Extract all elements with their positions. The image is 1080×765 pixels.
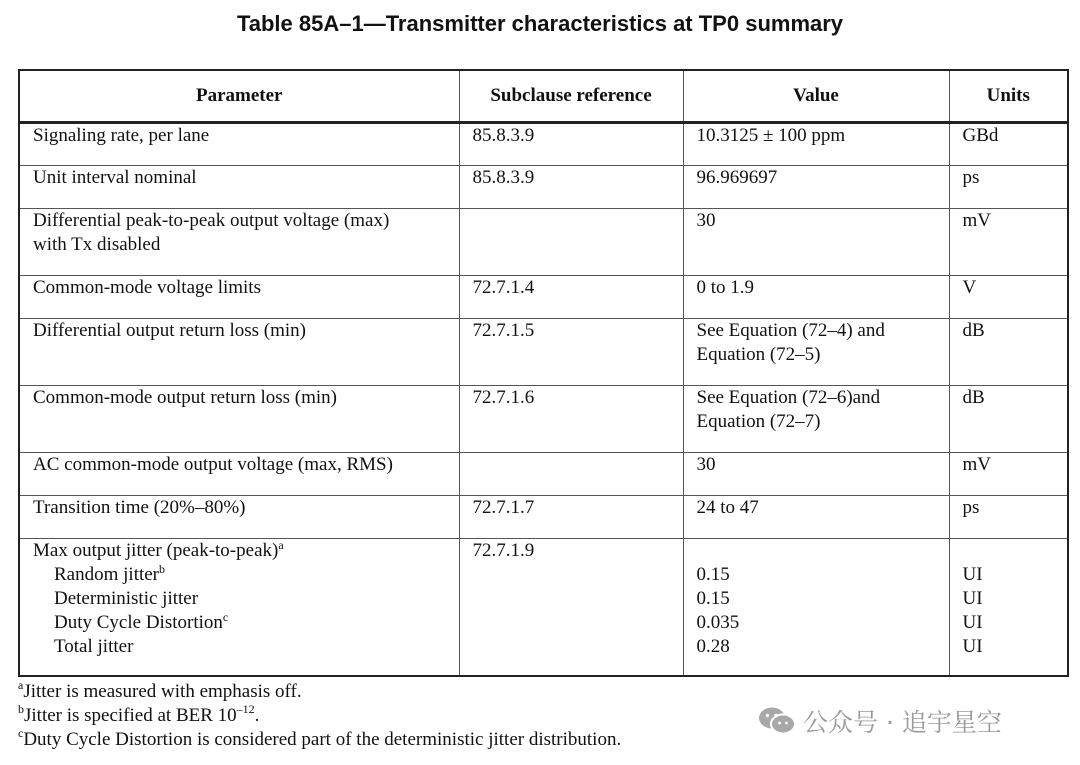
transmitter-table (18, 69, 1069, 677)
cell-parameter-line1: Differential peak-to-peak output voltage (max) (33, 210, 390, 231)
cell-units: ps (949, 166, 1068, 209)
cell-parameter: Signaling rate, per lane (19, 123, 459, 166)
random-jitter-value: 0.15 (696, 564, 730, 585)
cell-value: 96.969697 (683, 166, 949, 209)
cell-parameter-line2: with Tx disabled (33, 234, 161, 255)
cell-units: ps (949, 496, 1068, 539)
table-title: Table 85A–1—Transmitter characteristics at TP0 summary (236, 11, 844, 36)
header-units: Units (949, 70, 1068, 123)
cell-parameter: Common-mode voltage limits (19, 276, 459, 319)
header-value: Value (683, 70, 949, 123)
cell-value: 30 (683, 209, 949, 276)
table-row (19, 386, 1068, 453)
cell-value: 10.3125 ± 100 ppm (683, 123, 949, 166)
cell-value (683, 539, 949, 676)
watermark-text: 公众号 · 追宇星空 (803, 708, 1002, 737)
cell-value (683, 319, 949, 386)
footnote-a: $^a$Jitter is measured with emphasis off. (18, 678, 302, 702)
cell-parameter: Differential output return loss (min) (19, 319, 459, 386)
random-jitter-label: Random jitter (54, 564, 160, 585)
cell-parameter: Transition time (20%–80%) (19, 496, 459, 539)
random-jitter-units: UI (962, 564, 983, 585)
header-subclause: Subclause reference (459, 70, 683, 123)
header-parameter: Parameter (19, 70, 459, 123)
cell-parameter (19, 209, 459, 276)
cell-parameter: Common-mode output return loss (min) (19, 386, 459, 453)
cell-reference: 72.7.1.7 (459, 496, 683, 539)
table-row (19, 123, 1068, 166)
table-row (19, 496, 1068, 539)
cell-value-line1: See Equation (72–6)and (696, 387, 881, 408)
watermark (757, 703, 1002, 739)
cell-units: mV (949, 453, 1068, 496)
cell-parameter: Unit interval nominal (19, 166, 459, 209)
cell-value: 30 (683, 453, 949, 496)
footnote-ref-b: b (159, 562, 166, 576)
cell-value: 0 to 1.9 (683, 276, 949, 319)
cell-reference: 72.7.1.5 (459, 319, 683, 386)
table-row (19, 319, 1068, 386)
dcd-label: Duty Cycle Distortion (54, 612, 223, 633)
total-jitter-label: Total jitter (54, 636, 134, 657)
table-row (19, 276, 1068, 319)
cell-value (683, 386, 949, 453)
jitter-title: Max output jitter (peak-to-peak) (33, 540, 279, 561)
cell-value-line2: Equation (72–5) (696, 344, 821, 365)
cell-units: GBd (949, 123, 1068, 166)
deterministic-jitter-value: 0.15 (696, 588, 730, 609)
cell-units: dB (949, 319, 1068, 386)
footnote-c: $^c$Duty Cycle Distortion is considered part of the deterministic jitter distribution. (18, 726, 622, 750)
cell-units: V (949, 276, 1068, 319)
table-row (19, 453, 1068, 496)
wechat-icon (757, 706, 797, 736)
total-jitter-units: UI (962, 636, 983, 657)
cell-value-line1: See Equation (72–4) and (696, 320, 885, 341)
cell-reference (459, 209, 683, 276)
deterministic-jitter-units: UI (962, 588, 983, 609)
cell-reference: 85.8.3.9 (459, 123, 683, 166)
table-row (19, 166, 1068, 209)
table-row (19, 209, 1068, 276)
deterministic-jitter-label: Deterministic jitter (54, 588, 199, 609)
cell-reference: 72.7.1.6 (459, 386, 683, 453)
footnote-b: $^b$Jitter is specified at BER $10^{-12}$. (18, 702, 260, 726)
header-row (19, 70, 1068, 123)
cell-reference: 85.8.3.9 (459, 166, 683, 209)
total-jitter-value: 0.28 (696, 636, 730, 657)
cell-parameter: AC common-mode output voltage (max, RMS) (19, 453, 459, 496)
footnote-ref-c: c (222, 610, 229, 624)
cell-units: dB (949, 386, 1068, 453)
footnote-ref-a: a (278, 538, 284, 552)
dcd-units: UI (962, 612, 983, 633)
dcd-value: 0.035 (696, 612, 740, 633)
cell-reference: 72.7.1.9 (459, 539, 683, 676)
cell-value: 24 to 47 (683, 496, 949, 539)
cell-units (949, 539, 1068, 676)
cell-reference: 72.7.1.4 (459, 276, 683, 319)
footnotes (18, 680, 621, 752)
jitter-row (19, 539, 1068, 676)
cell-units: mV (949, 209, 1068, 276)
cell-reference (459, 453, 683, 496)
cell-value-line2: Equation (72–7) (696, 411, 821, 432)
cell-parameter (19, 539, 459, 676)
